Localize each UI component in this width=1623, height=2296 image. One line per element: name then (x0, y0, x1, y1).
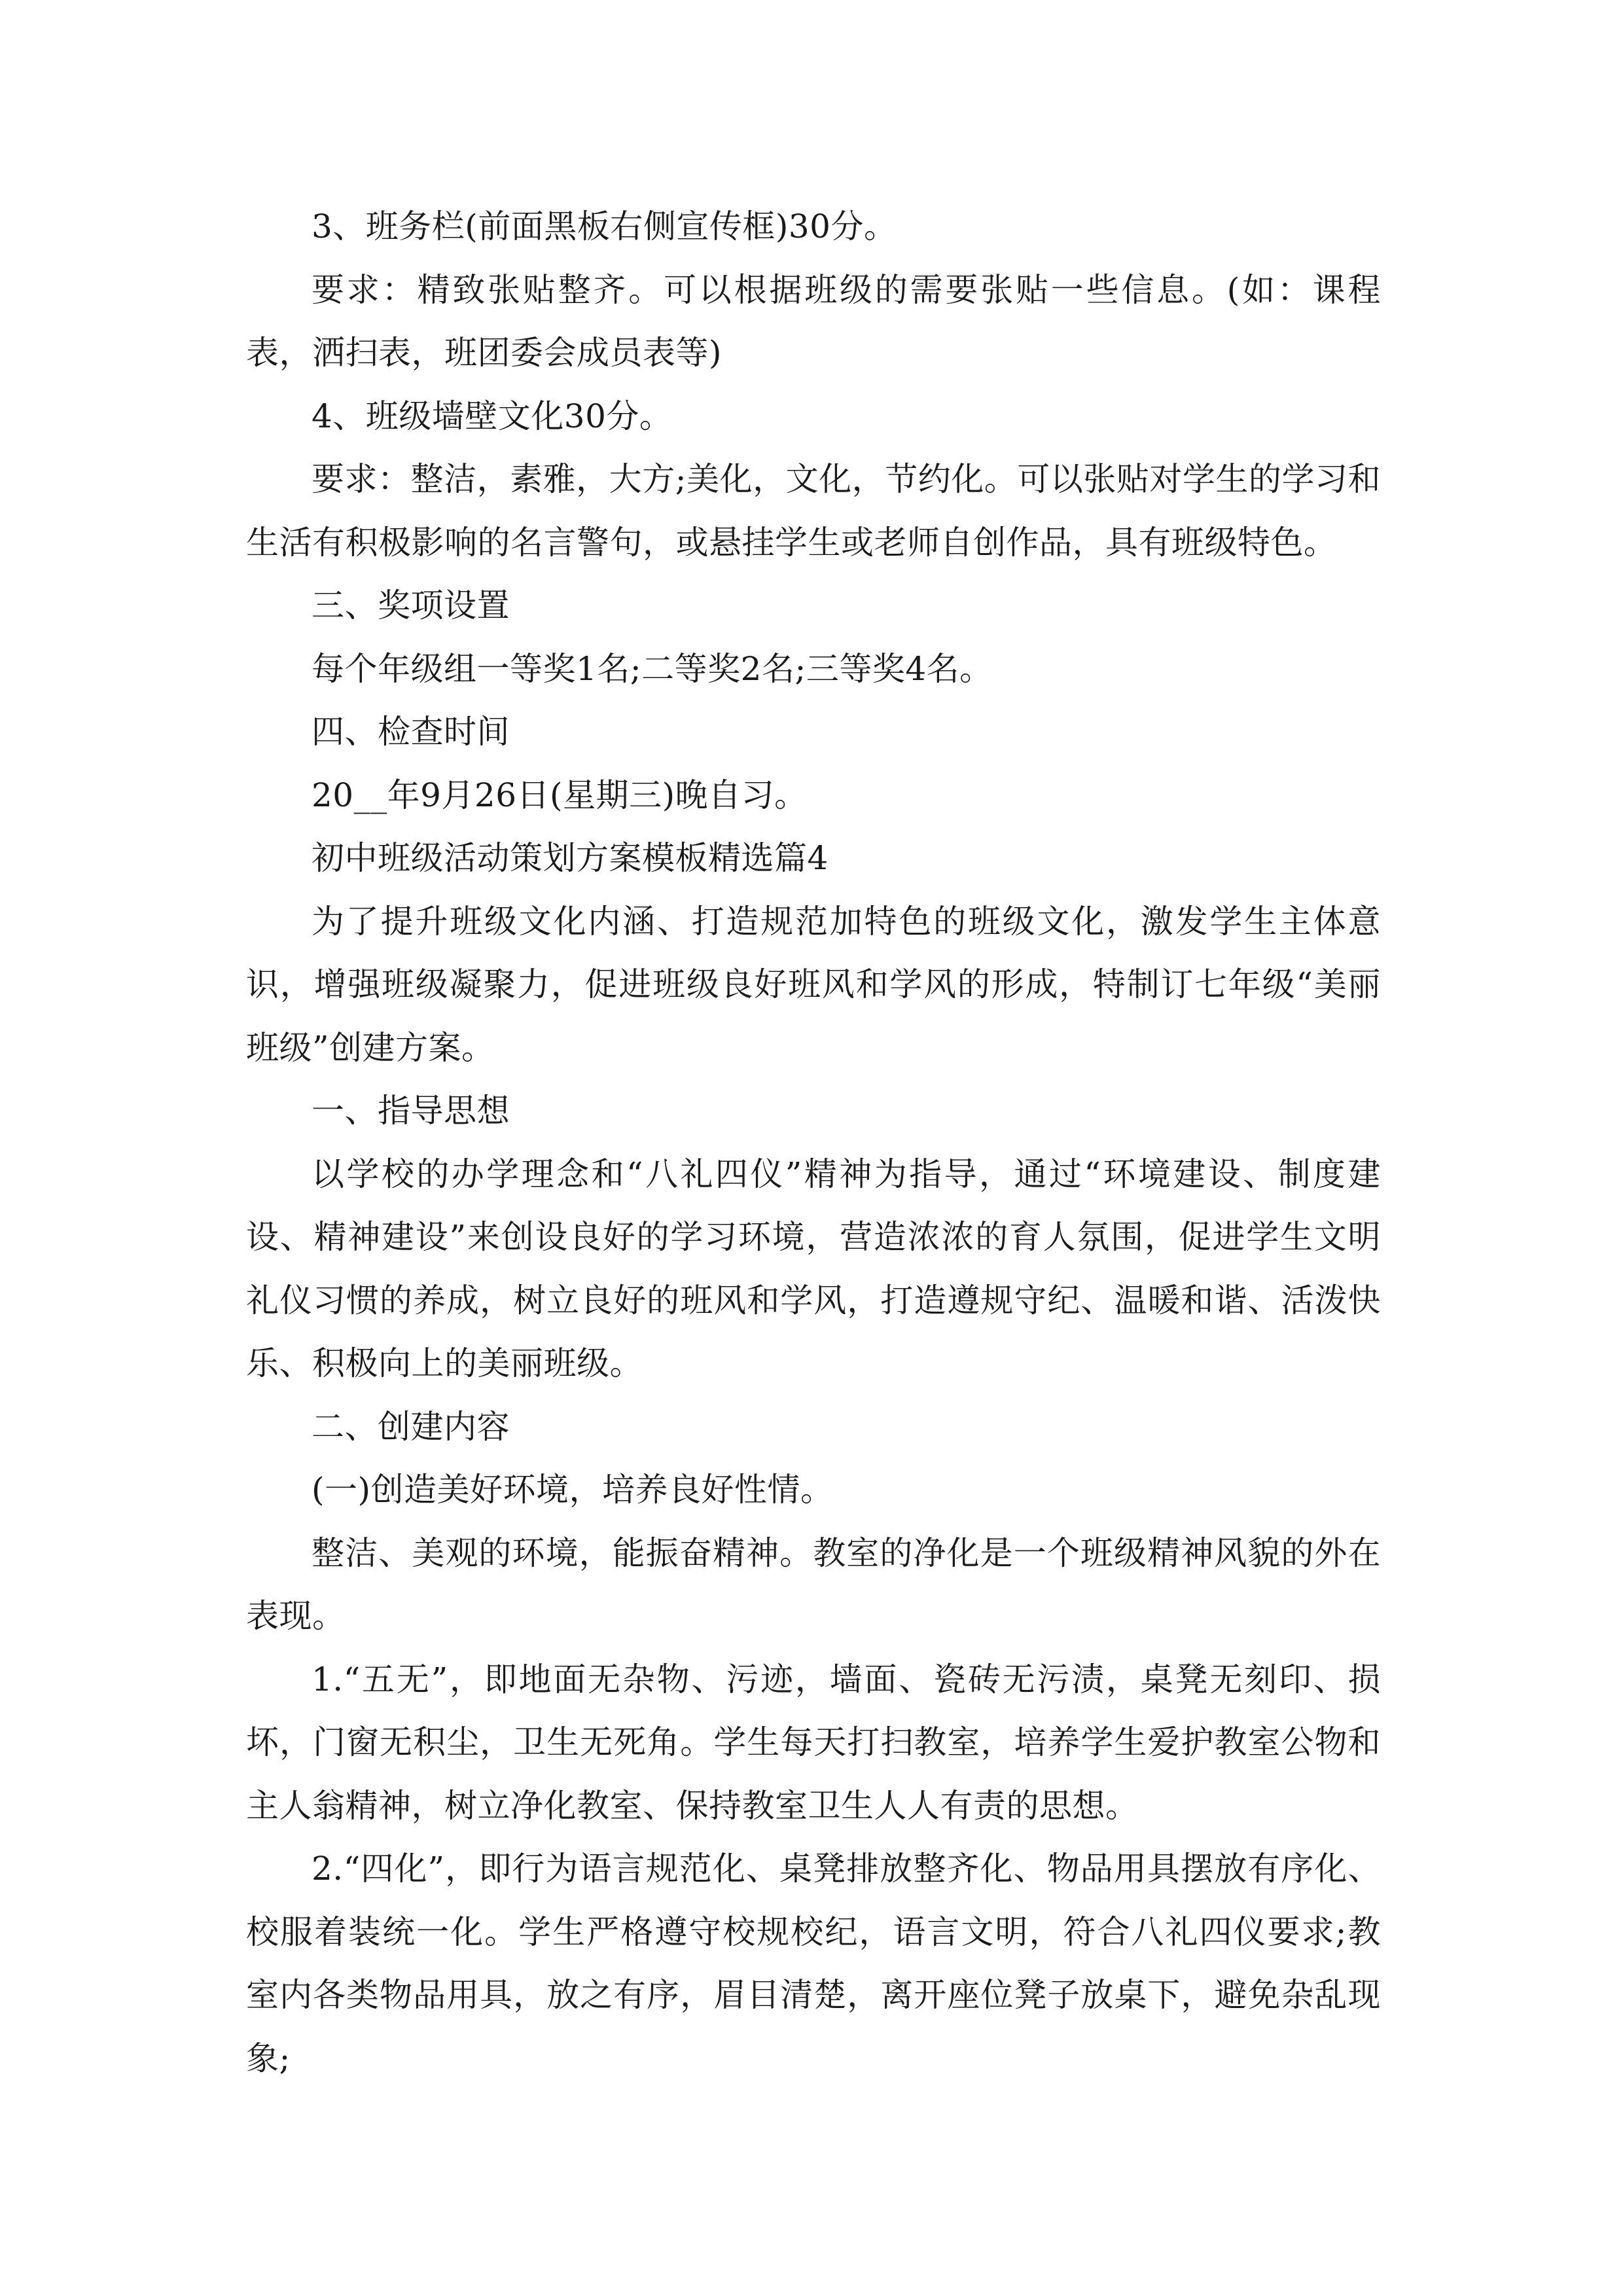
paragraph: 4、班级墙壁文化30分。 (312, 397, 673, 435)
paragraph: 20__年9月26日(星期三)晚自习。 (312, 776, 808, 814)
paragraph: 整洁、美观的环境，能振奋精神。教室的净化是一个班级精神风貌的外在表现。 (246, 1534, 1381, 1635)
document-body (246, 195, 1381, 2090)
subsection-heading: (一)创造美好环境，培养良好性情。 (312, 1471, 834, 1509)
article-title: 初中班级活动策划方案模板精选篇4 (312, 839, 829, 877)
paragraph: 以学校的办学理念和“八礼四仪”精神为指导，通过“环境建设、制度建设、精神建设”来创设良好的学习环境，营造浓浓的育人氛围，促进学生文明礼仪习惯的养成，树立良好的班风和学风，打造遵规守纪、温暖和谐、活泼快乐、积极向上的美丽班级。 (246, 1155, 1381, 1382)
section-heading: 二、创建内容 (312, 1407, 510, 1446)
paragraph: 1.“五无”，即地面无杂物、污迹，墙面、瓷砖无污渍，桌凳无刻印、损坏，门窗无积尘，卫生无死角。学生每天打扫教室，培养学生爱护教室公物和主人翁精神，树立净化教室、保持教室卫生人人有责的思想。 (246, 1660, 1381, 1825)
section-heading: 四、检查时间 (312, 713, 510, 751)
paragraph: 要求：整洁，素雅，大方;美化，文化，节约化。可以张贴对学生的学习和生活有积极影响的名言警句，或悬挂学生或老师自创作品，具有班级特色。 (246, 460, 1381, 562)
paragraph: 为了提升班级文化内涵、打造规范加特色的班级文化，激发学生主体意识，增强班级凝聚力，促进班级良好班风和学风的形成，特制订七年级“美丽班级”创建方案。 (246, 902, 1381, 1067)
paragraph: 要求：精致张贴整齐。可以根据班级的需要张贴一些信息。(如：课程表，洒扫表，班团委会成员表等) (246, 270, 1381, 372)
paragraph: 2.“四化”，即行为语言规范化、桌凳排放整齐化、物品用具摆放有序化、校服着装统一化。学生严格遵守校规校纪，语言文明，符合八礼四仪要求;教室内各类物品用具，放之有序，眉目清楚，离开座位凳子放桌下，避免杂乱现象; (246, 1850, 1381, 2077)
section-heading: 三、奖项设置 (312, 586, 510, 624)
paragraph: 3、班务栏(前面黑板右侧宣传框)30分。 (312, 207, 897, 245)
paragraph: 每个年级组一等奖1名;二等奖2名;三等奖4名。 (312, 649, 993, 688)
section-heading: 一、指导思想 (312, 1092, 510, 1130)
